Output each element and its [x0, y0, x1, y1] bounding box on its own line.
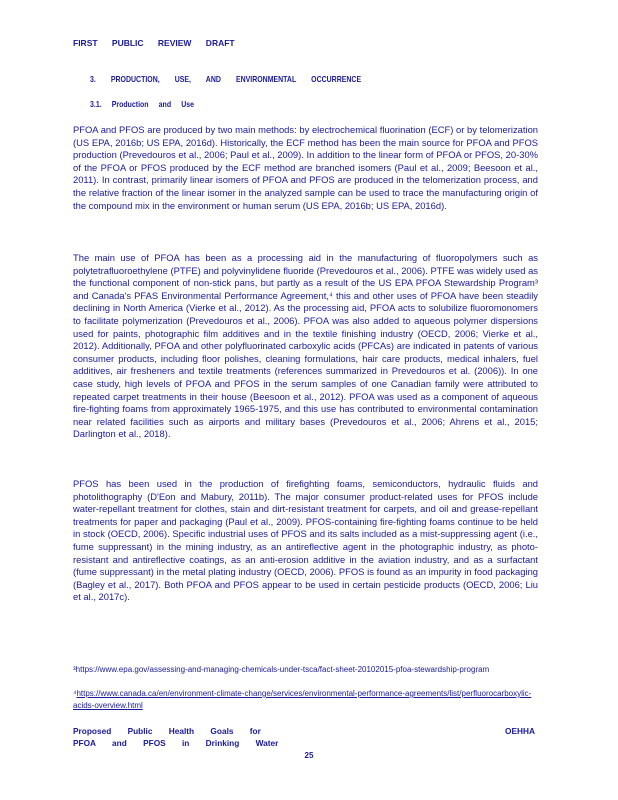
footnote-link[interactable]: https://www.epa.gov/assessing-and-managing-chemicals-under-tsca/fact-sheet-20102015-pfoa-stewardship-program [75, 665, 490, 674]
paragraph-production-methods: PFOA and PFOS are produced by two main methods: by electrochemical fluorination (ECF) or by telomerization (US EPA, 2016b; US EPA, 2016d). Historically, the ECF method has been the main source for PFOA and PFOS production (Prevedouros et al., 2006; Paul et al., 2009). In addition to the linear form of PFOA or PFOS, 20-30% of the PFOA or PFOS produced by the ECF method are branched isomers (Paul et al., 2009; Beesoon et al., 2011). In contrast, primarily linear isomers of PFOA and PFOS are produced in the telomerization process, and the relative fraction of the linear isomer in the analyzed sample can be used to trace the manufacturing origin of the compound mix in the environment or human serum (US EPA, 2016b; US EPA, 2016d). [73, 124, 538, 211]
footnote-link[interactable]: https://www.canada.ca/en/environment-climate-change/services/environmental-performance-agreements/list/perfluorocarboxylic-acids-overview.html [73, 689, 532, 710]
footnote-4 [73, 688, 543, 711]
page-number: 25 [304, 751, 314, 760]
footnote-marker: ⁴ [73, 689, 77, 698]
draft-header: FIRST PUBLIC REVIEW DRAFT [73, 38, 235, 48]
footer-agency: OEHHA [505, 726, 535, 736]
paragraph-pfos-uses: PFOS has been used in the production of firefighting foams, semiconductors, hydraulic fluids and photolithography (D'Eon and Mabury, 2011b). The major consumer product-related uses for PFOS include water-repellant treatment for clothes, stain and dirt-resistant treatment for carpets, and oil and grease-repellant treatments for paper and packaging (Paul et al., 2009). PFOS-containing fire-fighting foams continue to be held in stock (OECD, 2006). Specific industrial uses of PFOS and its salts included as a mist-suppressing agent (i.e., fume suppressant) in the mining industry, as an antireflective agent in the photographic industry, as photo-resistant and antireflective coatings, as an anti-erosion additive in the aviation industry, and as a surfactant (fume suppressant) in the metal plating industry (OECD, 2006). PFOS is found as an impurity in food packaging (Bagley et al., 2017). Both PFOA and PFOS appear to be used in certain pesticide products (OECD, 2006; Liu et al., 2017c). [73, 478, 538, 603]
footer-title-line2: PFOA and PFOS in Drinking Water [73, 738, 279, 748]
paragraph-pfoa-uses: The main use of PFOA has been as a processing aid in the manufacturing of fluoropolymers such as polytetrafluoroethylene (PTFE) and polyvinylidene fluoride (Prevedouros et al., 2006). PTFE was widely used as the functional component of non-stick pans, but partly as a result of the US EPA PFOA Stewardship Program³ and Canada's PFAS Environmental Performance Agreement,⁴ this and other uses of PFOA have been steadily declining in North America (Vierke et al., 2012). As the processing aid, PFOA acts to solubilize fluoromonomers to facilitate polymerization (Prevedouros et al., 2006). PFOA was also added to aqueous polymer dispersions used for paints, photographic film additives and in the textile finishing industry (OECD, 2006; Vierke et al., 2012). Additionally, PFOA and other polyfluorinated carboxylic acids (PFCAs) are indicated in patents of various consumer products, including floor polishes, cleaning formulations, hair care products, medical inhalers, fuel additives, air fresheners and textile treatments (references summarized in Prevedouros et al. (2006)). In one case study, high levels of PFOA and PFOS in the serum samples of one Canadian family were attributed to repeated carpet treatments in their house (Beesoon et al., 2012). PFOA was used as a component of aqueous fire-fighting foams from approximately 1965-1975, and this use has contributed to environmental contamination near related facilities such as airports and military bases (Prevedouros et al., 2006; Ahrens et al., 2015; Darlington et al., 2018). [73, 252, 538, 440]
footnote-3 [73, 664, 543, 676]
footnote-marker: ³ [73, 665, 76, 674]
subsection-heading: 3.1. Production and Use [90, 99, 194, 109]
section-heading: 3. PRODUCTION, USE, AND ENVIRONMENTAL OCCURRENCE [90, 74, 362, 84]
footer-title-line1: Proposed Public Health Goals for [73, 726, 261, 736]
page-footer [73, 725, 535, 749]
